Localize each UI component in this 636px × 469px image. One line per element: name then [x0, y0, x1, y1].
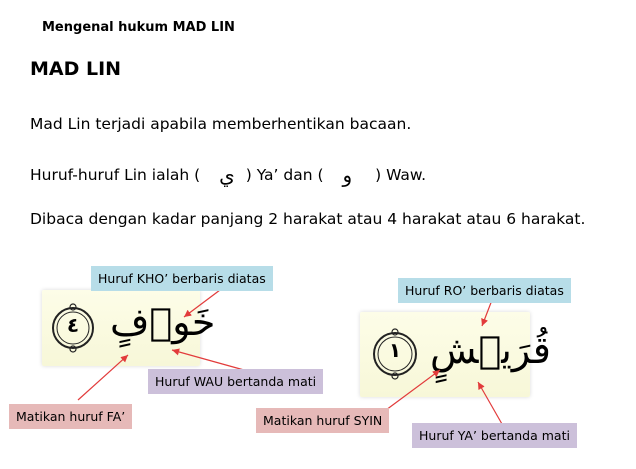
arrow-kho: [184, 290, 220, 317]
arrow-fa: [78, 355, 128, 400]
label-ya: Huruf YA’ bertanda mati: [412, 423, 577, 448]
ayah-number-2: ١: [388, 338, 402, 362]
section-heading: MAD LIN: [30, 58, 122, 80]
letters-text-mid: ) Ya’ dan (: [245, 166, 324, 184]
label-syin: Matikan huruf SYIN: [256, 408, 389, 433]
label-wau: Huruf WAU bertanda mati: [148, 369, 323, 394]
arrow-wau: [172, 350, 244, 370]
arrow-syin: [386, 370, 440, 410]
ayah-number-1: ٤: [66, 313, 80, 337]
label-ro: Huruf RO’ berbaris diatas: [398, 278, 571, 303]
arabic-word-quraisy: قُرَيۡشٍ: [430, 328, 551, 372]
waw-letter: و: [342, 163, 353, 187]
arabic-word-khauf: خَوۡفٍ: [110, 300, 216, 344]
label-fa: Matikan huruf FA’: [9, 404, 132, 429]
arrow-ro: [482, 300, 492, 326]
label-kho: Huruf KHO’ berbaris diatas: [91, 266, 273, 291]
letters-text-pre: Huruf-huruf Lin ialah (: [30, 166, 201, 184]
length-text: Dibaca dengan kadar panjang 2 harakat atau 4 harakat atau 6 harakat.: [30, 210, 586, 228]
arrow-ya: [478, 382, 502, 424]
page-title: Mengenal hukum MAD LIN: [42, 20, 235, 35]
definition-text: Mad Lin terjadi apabila memberhentikan bacaan.: [30, 115, 412, 133]
ya-letter: ي: [219, 163, 235, 187]
letters-text-post: ) Waw.: [375, 166, 427, 184]
